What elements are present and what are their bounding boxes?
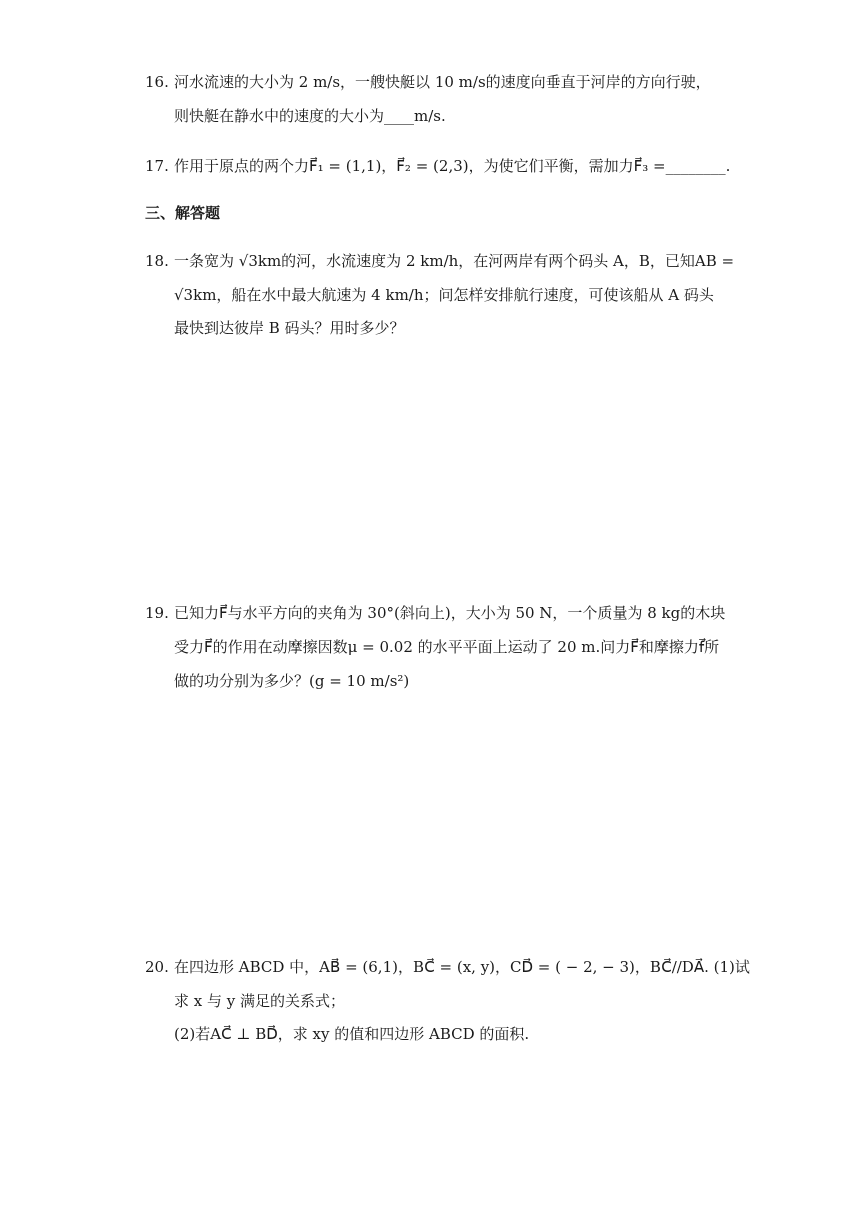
question-text-line: 受力F⃗的作用在动摩擦因数μ = 0.02 的水平平面上运动了 20 m.问力F⃗和摩擦力f⃗所 (174, 638, 720, 656)
question-number: 16. (145, 73, 169, 91)
question-text-line: 做的功分别为多少？(g = 10 m/s²) (174, 672, 410, 690)
question-text-line: 求 x 与 y 满足的关系式； (174, 992, 346, 1010)
question-text-line: 河水流速的大小为 2 m/s，一艘快艇以 10 m/s的速度向垂直于河岸的方向行驶， (174, 73, 711, 91)
question-text-line: 已知力F⃗与水平方向的夹角为 30°(斜向上)，大小为 50 N，一个质量为 8 kg的木块 (174, 604, 726, 622)
question-number: 19. (145, 604, 169, 622)
question-text-line: 一条宽为 √3km的河，水流速度为 2 km/h，在河两岸有两个码头 A，B，已知AB = (174, 252, 735, 270)
question-number: 18. (145, 252, 169, 270)
question-text-line: (2)若AC⃗ ⊥ BD⃗，求 xy 的值和四边形 ABCD 的面积. (174, 1025, 530, 1043)
question-text-line: 则快艇在静水中的速度的大小为____m/s. (174, 107, 446, 125)
section-heading: 三、解答题 (145, 204, 221, 222)
question-text-line: 作用于原点的两个力F⃗₁ = (1,1)，F⃗₂ = (2,3)，为使它们平衡，需加力F⃗₃ =________. (174, 157, 731, 175)
question-number: 20. (145, 958, 169, 976)
question-text-line: √3km，船在水中最大航速为 4 km/h；问怎样安排航行速度，可使该船从 A 码头 (174, 286, 714, 304)
question-text-line: 在四边形 ABCD 中，AB⃗ = (6,1)，BC⃗ = (x, y)，CD⃗ = ( − 2, − 3)，BC⃗//DA⃗. (1)试 (174, 958, 750, 976)
question-number: 17. (145, 157, 169, 175)
question-text-line: 最快到达彼岸 B 码头？用时多少？ (174, 319, 405, 337)
